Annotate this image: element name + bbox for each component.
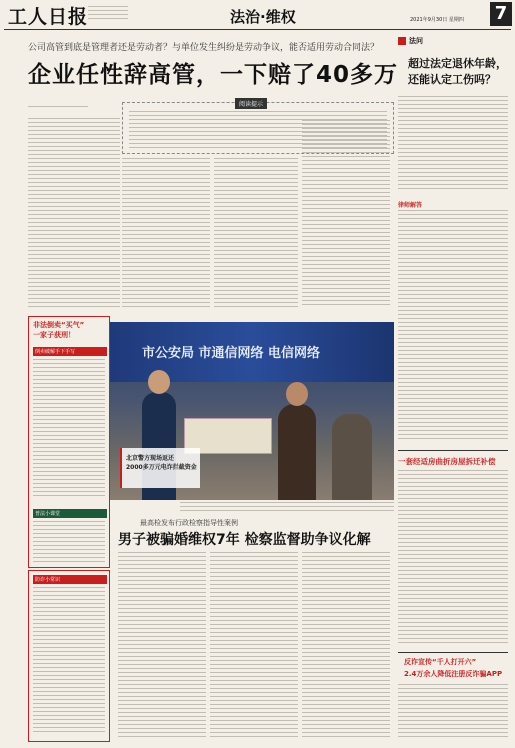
side-box-1-title: 非法倒卖“买气” 一家子获刑！ xyxy=(33,321,85,339)
issue-date: 2021年9月30日 星期四 xyxy=(410,17,464,23)
photo-caption xyxy=(120,448,200,488)
lead-headline: 企业任性辞高管，一下赔了40多万 xyxy=(28,62,399,88)
photo-credit xyxy=(180,502,394,512)
side-box-1-tag: 倒卖破解手下手写 xyxy=(33,347,107,356)
right-column xyxy=(398,34,510,744)
bottom-body-col3 xyxy=(302,552,390,740)
right-bot-headline: 反诈宣传“千人打开六” 2.4万余人降低注册反诈骗APP xyxy=(404,658,503,678)
news-photo xyxy=(110,322,394,500)
photo-caption-text: 北京警方现场返还 2000多万元电诈拦截资金 xyxy=(126,455,197,471)
right-headline: 超过法定退休年龄， 还能认定工伤吗？ xyxy=(408,57,507,86)
right-answer xyxy=(398,210,508,442)
lead-body-col2 xyxy=(122,158,210,308)
person2-head xyxy=(286,382,308,406)
bottom-body-col2 xyxy=(210,552,298,740)
masthead xyxy=(0,0,515,32)
side-box-3-title: 防诈小常识 xyxy=(33,575,107,584)
bottom-body-col1 xyxy=(118,552,206,740)
side-box-3-text xyxy=(33,587,105,735)
page-number: 7 xyxy=(490,2,512,26)
lead-byline xyxy=(28,106,88,110)
right-bot-body xyxy=(398,684,508,740)
right-intro xyxy=(398,96,508,192)
photo-banner-text: 市公安局 市通信网络 电信网络 xyxy=(142,346,321,361)
section-title: 法治·维权 xyxy=(230,8,296,26)
lead-body-col1 xyxy=(28,118,120,308)
person3-figure xyxy=(332,414,372,500)
column-tag xyxy=(398,36,423,46)
right-subtag: 律师解答 xyxy=(398,202,423,209)
side-box-1 xyxy=(28,316,110,568)
side-box-2-title: 普法小课堂 xyxy=(33,509,107,518)
person2-figure xyxy=(278,404,316,500)
side-box-1-text xyxy=(33,359,105,499)
right-divider-2 xyxy=(398,652,508,653)
side-box-2-text xyxy=(33,521,105,563)
officer-head xyxy=(148,370,170,394)
right-mid-body xyxy=(398,470,508,646)
masthead-info xyxy=(88,6,128,22)
right-mid-headline: 一套经适房曲折房屋拆迁补偿 xyxy=(398,457,496,466)
case-box-label: 阅读提示 xyxy=(235,98,267,109)
masthead-rule xyxy=(4,29,511,30)
newspaper-logo: 工人日报 xyxy=(8,6,89,28)
column-tag-label: 法问 xyxy=(409,37,423,45)
bottom-headline: 男子被骗婚维权7年 检察监督助争议化解 xyxy=(118,532,371,548)
side-box-3 xyxy=(28,570,110,742)
column-tag-icon xyxy=(398,37,406,45)
lead-body-col4 xyxy=(302,120,390,308)
lead-kicker: 公司高管到底是管理者还是劳动者？与单位发生纠纷是劳动争议，能否适用劳动合同法？ xyxy=(28,43,380,53)
bottom-kicker: 最高检发布行政检察指导性案例 xyxy=(140,519,238,527)
right-divider-1 xyxy=(398,450,508,451)
lead-body-col3 xyxy=(214,158,298,308)
